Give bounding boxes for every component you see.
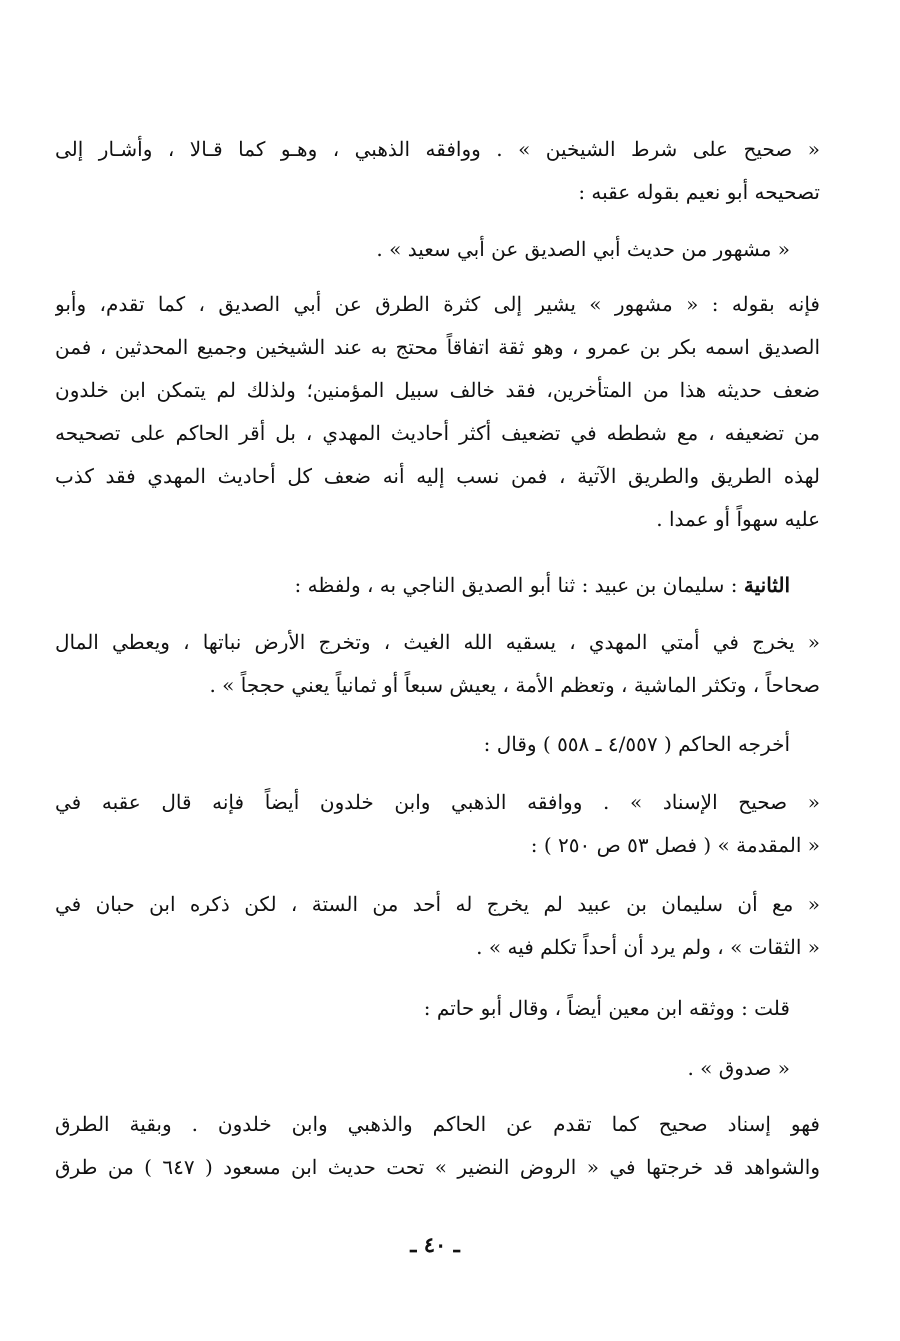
paragraph-line: « يخرج في أمتي المهدي ، يسقيه الله الغيث ، وتخرج الأرض نباتها ، ويعطي المال bbox=[55, 630, 820, 654]
paragraph-line: « مشهور من حديث أبي الصديق عن أبي سعيد » . bbox=[376, 237, 790, 261]
paragraph-line: عليه سهواً أو عمدا . bbox=[656, 507, 820, 531]
paragraph-line: « الثقات » ، ولم يرد أن أحداً تكلم فيه » . bbox=[476, 935, 820, 959]
paragraph-line: فهو إسناد صحيح كما تقدم عن الحاكم والذهبي وابن خلدون . وبقية الطرق bbox=[55, 1112, 820, 1136]
page-number: ـ ٤٠ ـ bbox=[410, 1232, 460, 1257]
paragraph-4 bbox=[55, 564, 790, 607]
section-label: الثانية bbox=[743, 573, 790, 597]
paragraph-line: « مع أن سليمان بن عبيد لم يخرج له أحد من الستة ، لكن ذكره ابن حبان في bbox=[55, 892, 820, 916]
paragraph-1 bbox=[55, 128, 820, 214]
paragraph-line: الصديق اسمه بكر بن عمرو ، وهو ثقة اتفاقاً محتج به عند الشيخين وجميع المحدثين ، فمن bbox=[55, 335, 820, 359]
paragraph-line: صحاحاً ، وتكثر الماشية ، وتعظم الأمة ، يعيش سبعاً أو ثمانياً يعني حججاً » . bbox=[209, 673, 820, 697]
paragraph-11 bbox=[55, 1103, 820, 1189]
paragraph-line: « صحيح الإسناد » . ووافقه الذهبي وابن خلدون أيضاً فإنه قال عقبه في bbox=[55, 790, 820, 814]
paragraph-line: « صدوق » . bbox=[687, 1056, 790, 1080]
paragraph-line bbox=[55, 564, 790, 607]
section-text: : سليمان بن عبيد : ثنا أبو الصديق الناجي به ، ولفظه : bbox=[294, 573, 738, 597]
paragraph-line: لهذه الطريق والطريق الآتية ، فمن نسب إليه أنه ضعف كل أحاديث المهدي فقد كذب bbox=[55, 464, 820, 488]
paragraph-line: « صحيح على شرط الشيخين » . ووافقه الذهبي ، وهـو كما قـالا ، وأشـار إلى bbox=[55, 137, 820, 161]
paragraph-3 bbox=[55, 283, 820, 541]
paragraph-line: فإنه بقوله : « مشهور » يشير إلى كثرة الطرق عن أبي الصديق ، كما تقدم، وأبو bbox=[55, 292, 820, 316]
paragraph-6 bbox=[55, 723, 790, 766]
paragraph-8 bbox=[55, 883, 820, 969]
paragraph-line: ضعف حديثه هذا من المتأخرين، فقد خالف سبيل المؤمنين؛ ولذلك لم يتمكن ابن خلدون bbox=[55, 378, 820, 402]
paragraph-line: تصحيحه أبو نعيم بقوله عقبه : bbox=[578, 180, 820, 204]
paragraph-line: والشواهد قد خرجتها في « الروض النضير » تحت حديث ابن مسعود ( ٦٤٧ ) من طرق bbox=[55, 1155, 820, 1179]
paragraph-line: أخرجه الحاكم ( ٤/٥٥٧ ـ ٥٥٨ ) وقال : bbox=[483, 732, 790, 756]
paragraph-9 bbox=[55, 987, 790, 1030]
paragraph-line: من تضعيفه ، مع شططه في تضعيف أكثر أحاديث المهدي ، بل أقر الحاكم على تصحيحه bbox=[55, 421, 820, 445]
paragraph-10 bbox=[55, 1047, 790, 1090]
paragraph-line: قلت : ووثقه ابن معين أيضاً ، وقال أبو حاتم : bbox=[423, 996, 790, 1020]
paragraph-5 bbox=[55, 621, 820, 707]
paragraph-2 bbox=[55, 228, 790, 271]
paragraph-line: « المقدمة » ( فصل ٥٣ ص ٢٥٠ ) : bbox=[530, 833, 820, 857]
paragraph-7 bbox=[55, 781, 820, 867]
